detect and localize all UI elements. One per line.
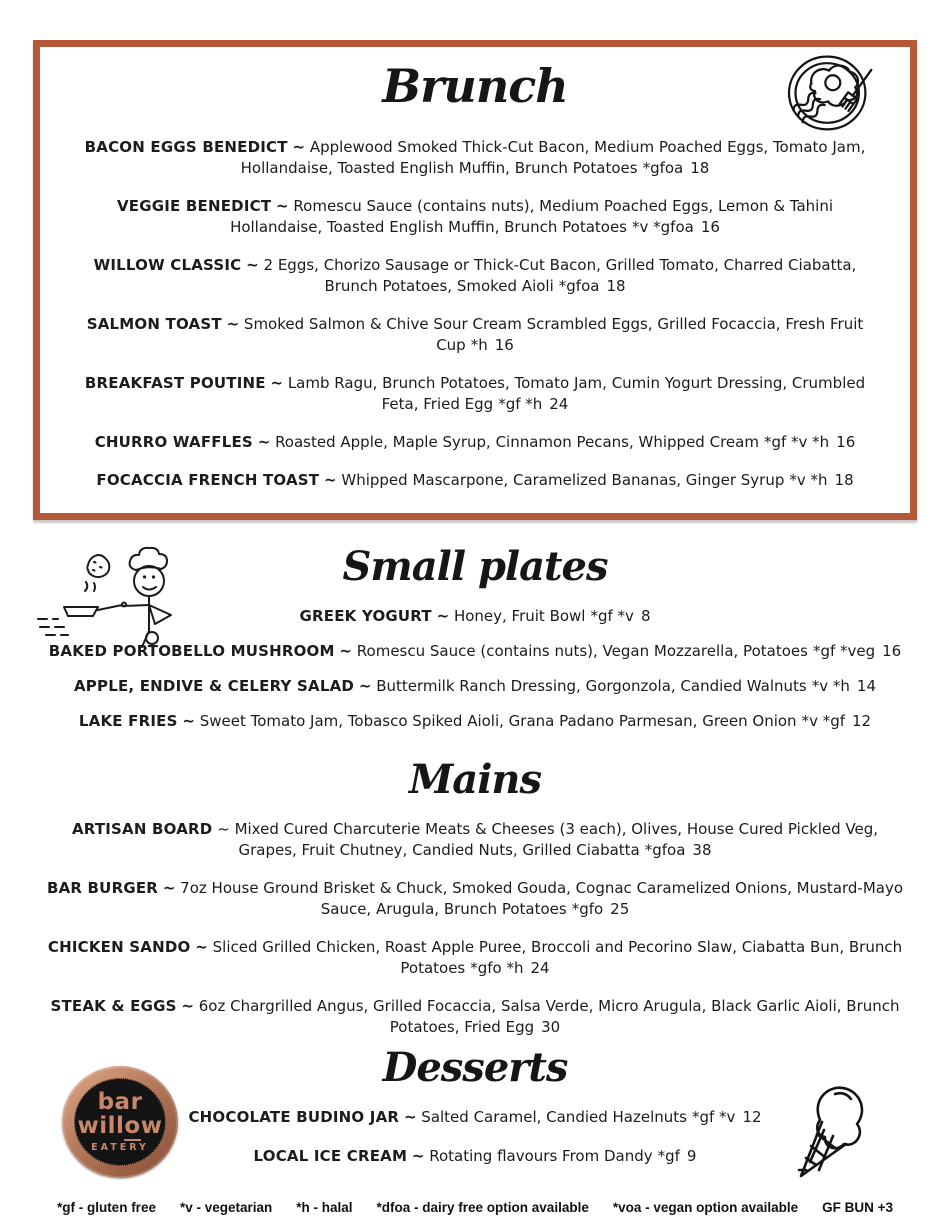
legend-gf-bun: GF BUN +3 (822, 1200, 894, 1215)
logo-word-eatery: EATERY (91, 1142, 149, 1154)
item-price: 9 (686, 1146, 697, 1165)
item-separator: ~ (324, 470, 337, 489)
brunch-items (40, 137, 910, 491)
item-diet-tags: *v *h (789, 470, 828, 489)
small-plates-items (7, 606, 943, 732)
item-description: Whipped Mascarpone, Caramelized Bananas, Ginger Syrup (341, 470, 785, 489)
item-description: Honey, Fruit Bowl (453, 606, 586, 625)
item-separator: ~ (276, 196, 289, 215)
item-price: 18 (834, 470, 854, 489)
menu-item (78, 373, 872, 415)
item-separator: ~ (246, 255, 259, 274)
item-price: 30 (541, 1017, 561, 1036)
legend-h: *h - halal (296, 1200, 353, 1215)
item-diet-tags: *v *h (811, 676, 850, 695)
menu-item (45, 606, 905, 627)
item-name: BAKED PORTOBELLO MUSHROOM (48, 641, 335, 660)
item-price: 24 (549, 394, 569, 413)
item-description: Romescu Sauce (contains nuts), Vegan Mozzarella, Potatoes (356, 641, 808, 660)
item-separator: ~ (182, 711, 195, 730)
mains-section (0, 758, 950, 1055)
item-description: Sliced Grilled Chicken, Roast Apple Puree, Broccoli and Pecorino Slaw, Ciabatta Bun, Brunch Potatoes (212, 937, 903, 977)
item-price: 18 (606, 276, 626, 295)
item-description: Salted Caramel, Candied Hazelnuts (421, 1107, 687, 1126)
item-price: 12 (852, 711, 872, 730)
diet-legend (0, 1200, 950, 1215)
item-price: 16 (700, 217, 720, 236)
menu-item (78, 196, 872, 238)
item-separator: ~ (358, 676, 372, 695)
item-name: APPLE, ENDIVE & CELERY SALAD (74, 676, 355, 695)
item-description: 6oz Chargrilled Angus, Grilled Focaccia, Salsa Verde, Micro Arugula, Black Garlic Aioli, Brunch Potatoes, Fried Egg (198, 996, 900, 1036)
item-separator: ~ (270, 373, 284, 392)
item-description: Lamb Ragu, Brunch Potatoes, Tomato Jam, Cumin Yogurt Dressing, Crumbled Feta, Fried Egg (287, 373, 866, 413)
item-separator: ~ (403, 1107, 417, 1126)
section-title-small-plates: Small plates (342, 543, 608, 590)
mains-items (7, 819, 943, 1038)
item-name: LOCAL ICE CREAM (253, 1146, 408, 1165)
menu-item (45, 996, 905, 1038)
item-diet-tags: *gf *v (590, 606, 634, 625)
item-price: 18 (690, 158, 710, 177)
menu-item (78, 432, 872, 453)
item-price: 24 (530, 958, 550, 977)
menu-item (45, 676, 905, 697)
item-diet-tags: *gf (657, 1146, 680, 1165)
item-description: Mixed Cured Charcuterie Meats & Cheeses (3 each), Olives, House Cured Pickled Veg, Grapes, Fruit Chutney, Candied Nuts, Grilled Ciabatta (234, 819, 879, 859)
item-name: BREAKFAST POUTINE (84, 373, 266, 392)
item-separator: ~ (162, 878, 176, 897)
brunch-plate-icon (782, 52, 878, 134)
menu-item (45, 641, 905, 662)
item-diet-tags: *gfo *h (470, 958, 524, 977)
item-description: Buttermilk Ranch Dressing, Gorgonzola, Candied Walnuts (376, 676, 807, 695)
menu-item (78, 137, 872, 179)
item-description: Applewood Smoked Thick-Cut Bacon, Medium Poached Eggs, Tomato Jam, Hollandaise, Toasted English Muffin, Brunch Potatoes (240, 137, 866, 177)
item-diet-tags: *gfoa (642, 158, 684, 177)
item-name: BAR BURGER (46, 878, 159, 897)
item-separator: ~ (257, 432, 271, 451)
item-description: Romescu Sauce (contains nuts), Medium Poached Eggs, Lemon & Tahini Hollandaise, Toasted English Muffin, Brunch Potatoes (230, 196, 834, 236)
item-diet-tags: *h (470, 335, 488, 354)
item-separator: ~ (217, 819, 230, 838)
item-separator: ~ (292, 137, 306, 156)
item-name: ARTISAN BOARD (71, 819, 213, 838)
item-separator: ~ (436, 606, 450, 625)
item-description: Rotating flavours From Dandy (429, 1146, 653, 1165)
item-price: 38 (692, 840, 712, 859)
menu-item (78, 470, 872, 491)
item-price: 16 (836, 432, 856, 451)
legend-v: *v - vegetarian (179, 1200, 273, 1215)
item-diet-tags: *v *gfoa (632, 217, 694, 236)
item-name: LAKE FRIES (78, 711, 178, 730)
item-description: Smoked Salmon & Chive Sour Cream Scrambled Eggs, Grilled Focaccia, Fresh Fruit Cup (243, 314, 864, 354)
legend-gf: *gf - gluten free (56, 1200, 156, 1215)
item-description: Sweet Tomato Jam, Tobasco Spiked Aioli, Grana Padano Parmesan, Green Onion (199, 711, 797, 730)
logo-word-willow: willow (77, 1112, 163, 1139)
item-name: CHURRO WAFFLES (94, 432, 253, 451)
item-diet-tags: *gfoa (644, 840, 686, 859)
logo-inner-circle (74, 1078, 166, 1166)
item-diet-tags: *gfoa (558, 276, 600, 295)
menu-item (45, 937, 905, 979)
item-separator: ~ (226, 314, 240, 333)
item-description: 7oz House Ground Brisket & Chuck, Smoked Gouda, Cognac Caramelized Onions, Mustard-Mayo Sauce, Arugula, Brunch Potatoes (180, 878, 904, 918)
item-diet-tags: *gfo (571, 899, 604, 918)
item-diet-tags: *gf *h (498, 394, 543, 413)
item-name: CHICKEN SANDO (47, 937, 191, 956)
item-price: 16 (494, 335, 514, 354)
item-description: 2 Eggs, Chorizo Sausage or Thick-Cut Bacon, Grilled Tomato, Charred Ciabatta, Brunch Potatoes, Smoked Aioli (263, 255, 857, 295)
item-separator: ~ (181, 996, 194, 1015)
item-separator: ~ (411, 1146, 425, 1165)
item-price: 14 (856, 676, 876, 695)
item-name: WILLOW CLASSIC (93, 255, 242, 274)
item-name: GREEK YOGURT (299, 606, 432, 625)
item-name: SALMON TOAST (86, 314, 222, 333)
logo-word-bar: bar (97, 1088, 143, 1115)
menu-item (45, 1146, 905, 1167)
item-name: VEGGIE BENEDICT (116, 196, 272, 215)
small-plates-section (0, 545, 950, 746)
bar-willow-eatery-logo (62, 1066, 178, 1178)
item-separator: ~ (195, 937, 208, 956)
item-description: Roasted Apple, Maple Syrup, Cinnamon Pecans, Whipped Cream (275, 432, 759, 451)
item-price: 8 (640, 606, 651, 625)
item-diet-tags: *v *gf (801, 711, 846, 730)
menu-item (45, 819, 905, 861)
section-title-mains: Mains (409, 756, 541, 803)
section-title-brunch: Brunch (382, 59, 568, 113)
legend-voa: *voa - vegan option available (612, 1200, 799, 1215)
item-name: FOCACCIA FRENCH TOAST (96, 470, 320, 489)
item-diet-tags: *gf *v *h (763, 432, 830, 451)
legend-dfoa: *dfoa - dairy free option available (376, 1200, 589, 1215)
item-price: 16 (882, 641, 902, 660)
ice-cream-cone-icon (793, 1076, 873, 1192)
item-price: 25 (610, 899, 630, 918)
menu-item (78, 314, 872, 356)
item-name: CHOCOLATE BUDINO JAR (188, 1107, 400, 1126)
section-title-desserts: Desserts (382, 1044, 568, 1091)
item-separator: ~ (339, 641, 352, 660)
menu-item (78, 255, 872, 297)
item-name: BACON EGGS BENEDICT (84, 137, 288, 156)
item-name: STEAK & EGGS (50, 996, 177, 1015)
item-diet-tags: *gf *veg (812, 641, 876, 660)
menu-item (45, 878, 905, 920)
item-diet-tags: *gf *v (691, 1107, 736, 1126)
menu-item (45, 711, 905, 732)
item-price: 12 (742, 1107, 762, 1126)
